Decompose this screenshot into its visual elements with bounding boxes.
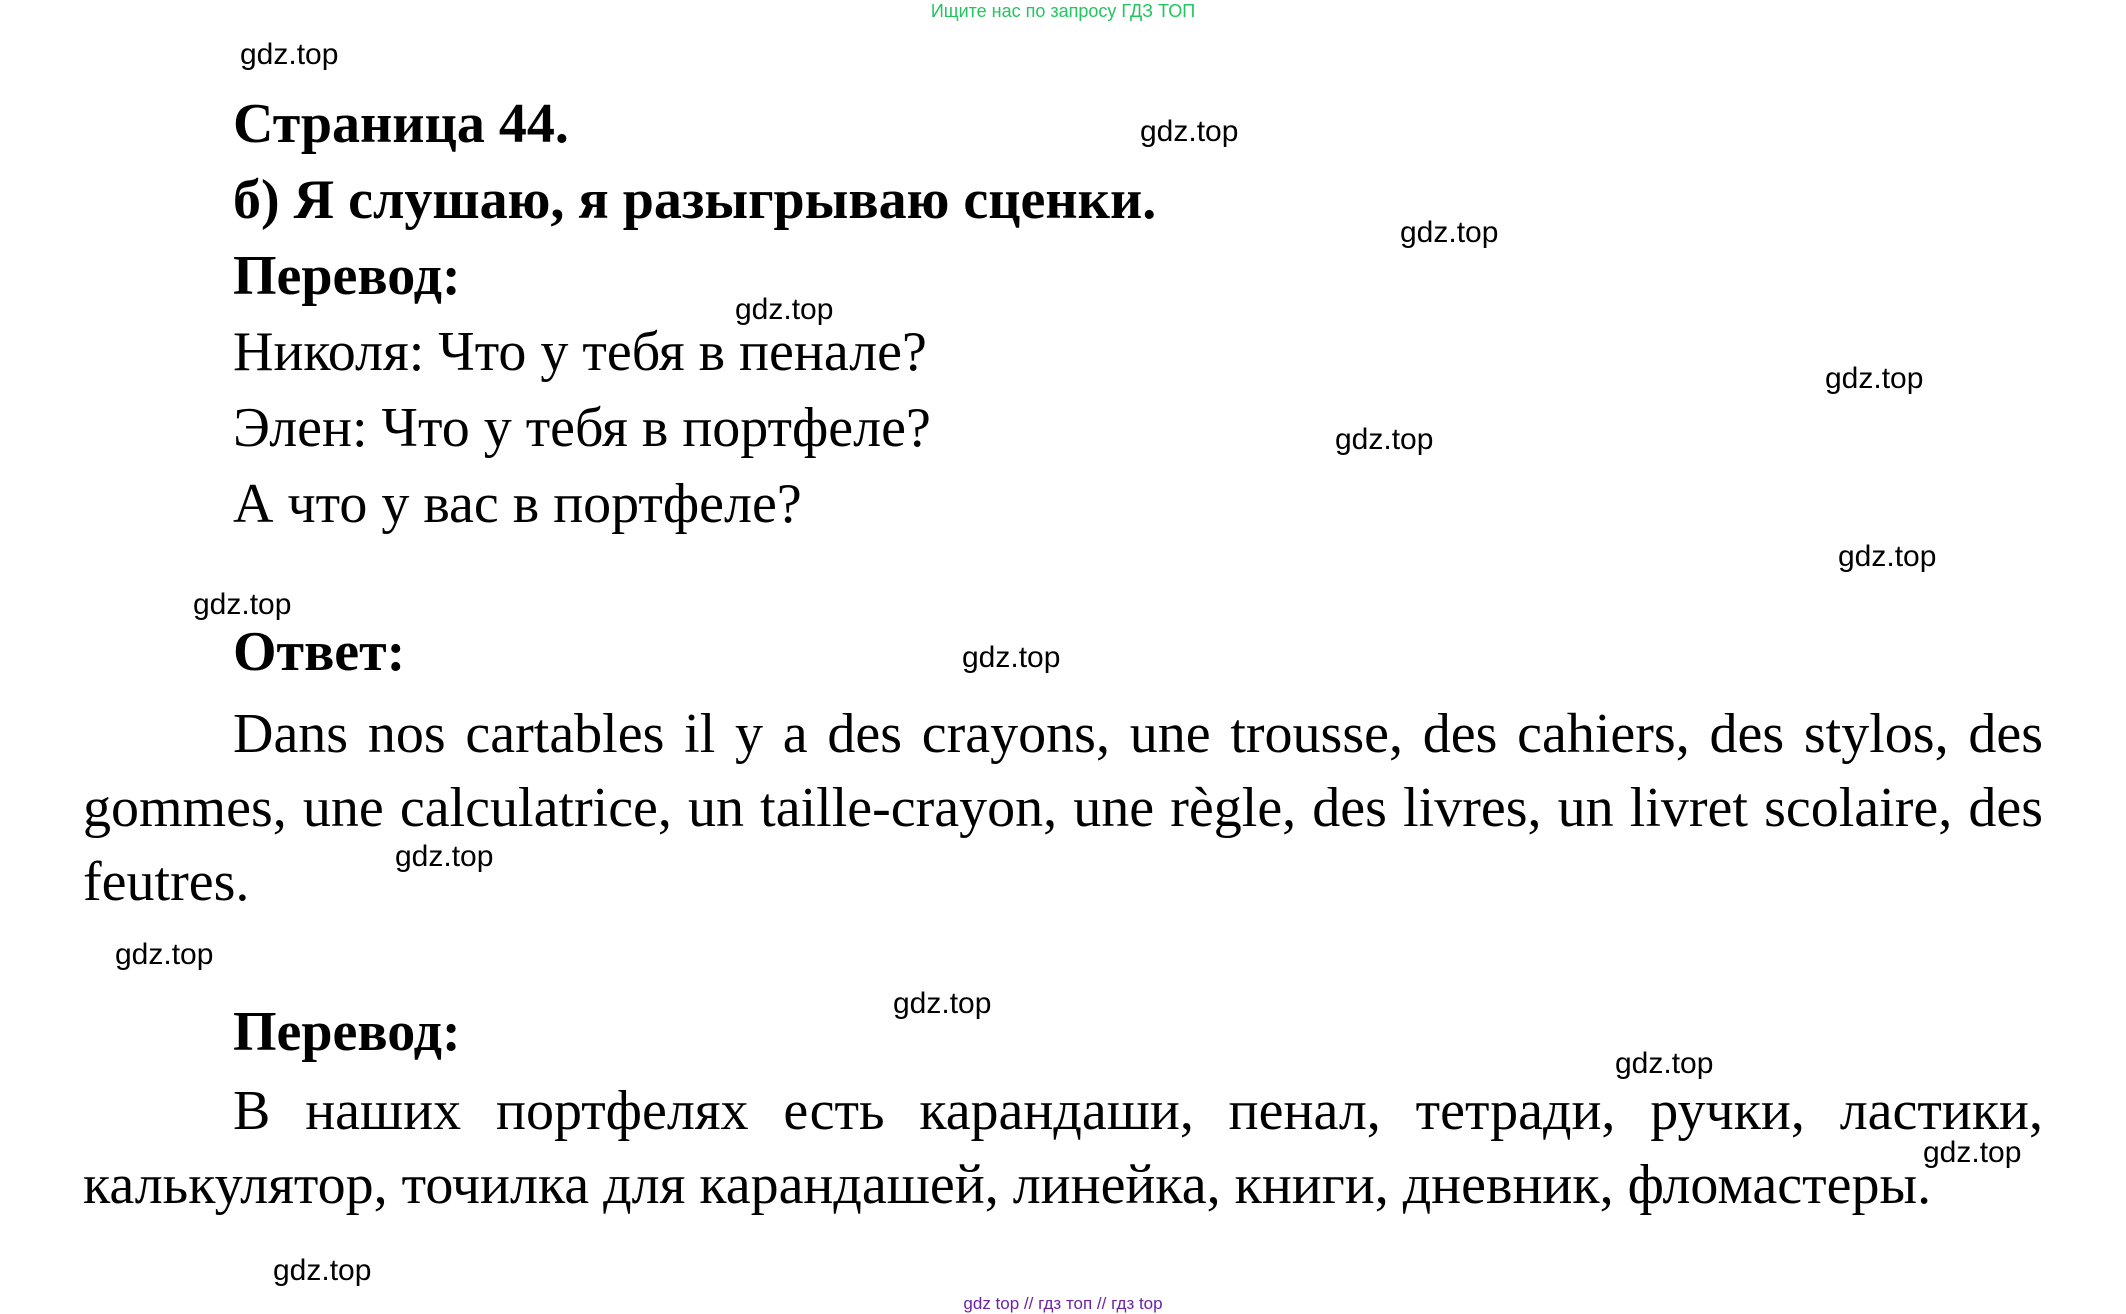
watermark: gdz.top bbox=[1923, 1136, 2022, 1169]
watermark: gdz.top bbox=[240, 38, 339, 71]
answer-paragraph: Dans nos cartables il y a des crayons, une trousse, des cahiers, des stylos, des gommes, une calculatrice, un taille-crayon, une règle, des livres, un livret scolaire, des feutres. bbox=[83, 703, 2043, 913]
translation-line-2: Элен: Что у тебя в портфеле? bbox=[233, 397, 931, 459]
watermark: gdz.top bbox=[1838, 540, 1937, 573]
translation-paragraph: В наших портфелях есть карандаши, пенал, тетради, ручки, ластики, калькулятор, точилка для карандашей, линейка, книги, дневник, фломастеры. bbox=[83, 1080, 2043, 1216]
watermark: gdz.top bbox=[193, 588, 292, 621]
footer-watermark: gdz top // гдз топ // гдз top bbox=[963, 1294, 1163, 1313]
watermark: gdz.top bbox=[893, 987, 992, 1020]
watermark: gdz.top bbox=[1825, 362, 1924, 395]
answer-heading: Ответ: bbox=[233, 621, 406, 683]
watermark: gdz.top bbox=[1615, 1047, 1714, 1080]
translation-heading-1: Перевод: bbox=[233, 245, 461, 307]
watermark: gdz.top bbox=[115, 938, 214, 971]
translation-line-1: Николя: Что у тебя в пенале? bbox=[233, 321, 927, 383]
top-banner: Ищите нас по запросу ГДЗ ТОП bbox=[930, 1, 1196, 21]
watermark: gdz.top bbox=[395, 840, 494, 873]
page-heading: Страница 44. bbox=[233, 93, 569, 155]
translation-heading-2: Перевод: bbox=[233, 1001, 461, 1063]
watermark: gdz.top bbox=[1400, 216, 1499, 249]
watermark: gdz.top bbox=[1140, 115, 1239, 148]
watermark: gdz.top bbox=[735, 293, 834, 326]
translation-line-3: А что у вас в портфеле? bbox=[233, 473, 802, 535]
watermark: gdz.top bbox=[962, 641, 1061, 674]
task-heading: б) Я слушаю, я разыгрываю сценки. bbox=[233, 169, 1157, 231]
watermark: gdz.top bbox=[273, 1254, 372, 1287]
watermark: gdz.top bbox=[1335, 423, 1434, 456]
